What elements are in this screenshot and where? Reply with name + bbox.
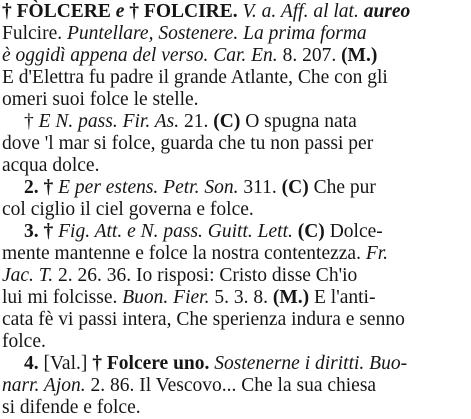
text-bold-run: (C)	[213, 111, 241, 132]
text-roman-run: col ciglio il ciel governa e folce.	[2, 199, 254, 220]
text-roman-run: acqua dolce.	[2, 155, 100, 176]
text-roman-run: Che pur	[308, 177, 376, 198]
entry-line	[2, 133, 373, 155]
entry-line	[24, 177, 376, 199]
headword: † FÒLCERE	[2, 1, 116, 22]
entry-line	[2, 89, 199, 111]
text-italic-run: Sostenerne i diritti. Buo-	[214, 353, 408, 374]
entry-line	[2, 265, 357, 287]
entry-line	[2, 23, 367, 45]
text-roman-run: [Val.]	[43, 353, 93, 374]
text-italic-run: Fig. Att. e N. pass. Guitt. Lett.	[58, 221, 298, 242]
text-roman-run: †	[24, 111, 39, 132]
text-italic-run: E N. pass. Fir. As.	[38, 111, 184, 132]
text-bold-run: (M.)	[341, 45, 378, 66]
text-roman-run: omeri suoi folce le stelle.	[2, 89, 199, 110]
entry-line	[2, 1, 410, 23]
entry-line	[2, 67, 388, 89]
text-italic-run: Puntellare, Sostenere. La prima forma	[66, 23, 367, 44]
entry-line	[2, 287, 375, 309]
text-roman-run: folce.	[2, 331, 46, 352]
text-roman-run: O spugna nata	[240, 111, 357, 132]
text-bold-run: † FOLCIRE.	[124, 1, 243, 22]
text-roman-run: mente mantenne e folce la nostra contentezza.	[2, 243, 366, 264]
text-bold-run: † Folcere uno.	[92, 353, 215, 374]
text-bold-italic-run: e	[115, 1, 125, 22]
text-roman-run: 8. 207.	[282, 45, 342, 66]
text-italic-run: Buon. Fier.	[122, 287, 215, 308]
text-roman-run: 2. 26. 36. Io risposi: Cristo disse Ch'io	[57, 265, 358, 286]
text-italic-run: V. a. Aff. al lat.	[242, 1, 364, 22]
text-roman-run: dove 'l mar si folce, guarda che tu non passi per	[2, 133, 374, 154]
text-italic-run: E per estens. Petr. Son.	[58, 177, 244, 198]
text-bold-run: 2. †	[24, 177, 59, 198]
text-italic-run: è oggidì appena del verso. Car. En.	[2, 45, 283, 66]
entry-line	[2, 397, 141, 419]
text-roman-run: Dolce-	[324, 221, 383, 242]
text-italic-run: Jac. T.	[2, 265, 58, 286]
text-bold-run: 3. †	[24, 221, 59, 242]
text-bold-run: (C)	[297, 221, 325, 242]
entry-line	[2, 45, 377, 67]
text-roman-run: Fulcire.	[2, 23, 67, 44]
text-bold-run: (C)	[281, 177, 309, 198]
text-bold-run: (M.)	[272, 287, 310, 308]
text-bold-italic-run: aureo	[363, 1, 411, 22]
text-roman-run: E d'Elettra fu padre il grande Atlante, Che con gli	[2, 67, 388, 88]
entry-line	[2, 309, 405, 331]
text-italic-run: Fr.	[365, 243, 389, 264]
text-roman-run: lui mi folcisse.	[2, 287, 123, 308]
text-roman-run: cata fè vi passi intera, Che sperienza indura e senno	[2, 309, 405, 330]
entry-line	[24, 221, 383, 243]
entry-line	[24, 111, 357, 133]
text-italic-run: narr. Ajon.	[2, 375, 91, 396]
text-bold-run: 4.	[24, 353, 44, 374]
text-roman-run: 2. 86. Il Vescovo... Che la sua chiesa	[90, 375, 377, 396]
text-roman-run: si difende e folce.	[2, 397, 141, 418]
entry-line	[2, 331, 46, 353]
text-roman-run: 5. 3. 8.	[214, 287, 273, 308]
text-roman-run: 311.	[243, 177, 282, 198]
entry-line	[24, 353, 407, 375]
entry-line	[2, 243, 388, 265]
entry-line	[2, 199, 254, 221]
entry-line	[2, 155, 99, 177]
text-roman-run: 21.	[184, 111, 214, 132]
entry-line	[2, 375, 376, 397]
text-roman-run: E l'anti-	[309, 287, 376, 308]
